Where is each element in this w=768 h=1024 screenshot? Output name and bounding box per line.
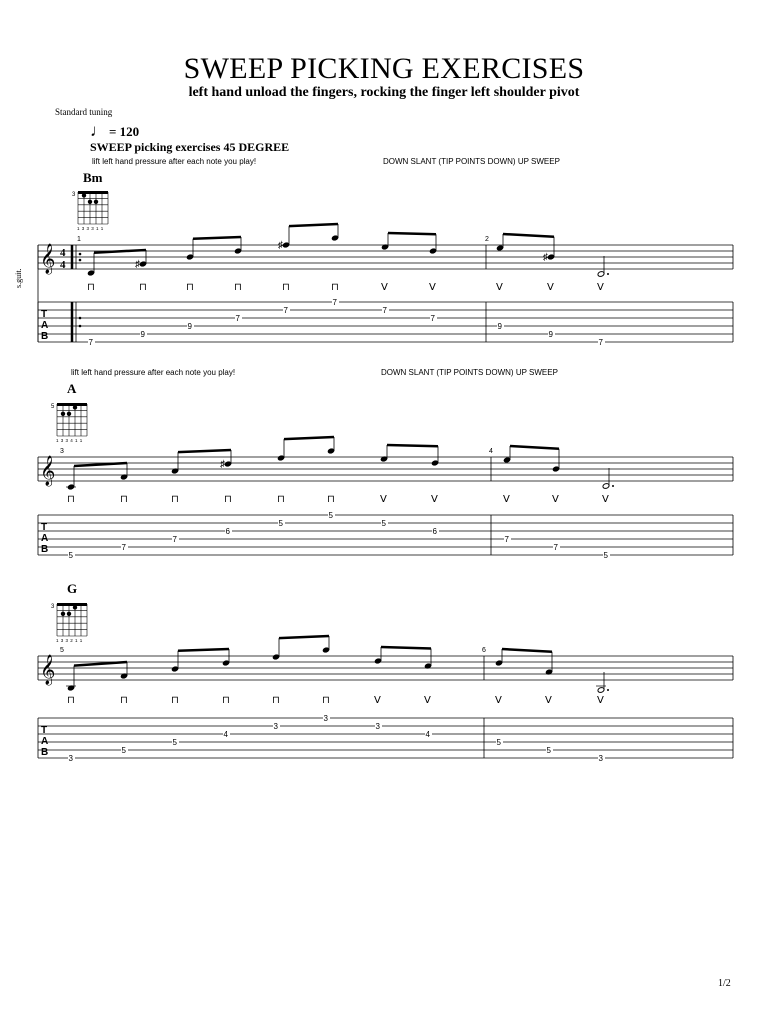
tab-number: 7 [172,535,177,544]
downstroke-icon: ⊓ [186,282,194,293]
note-beam [94,250,146,253]
chord-barre-top [78,191,108,194]
chord-fret-label: 3 [51,604,55,610]
repeat-dot [79,317,82,320]
upstroke-icon: V [380,494,387,505]
tab-clef-t: T [41,725,48,736]
chord-fret-label: 5 [51,404,55,410]
downstroke-icon: ⊓ [120,695,128,706]
tab-number: 3 [375,722,380,731]
page-number: 1/2 [718,978,731,989]
system-1-right-note: DOWN SLANT (TIP POINTS DOWN) UP SWEEP [383,157,560,166]
chord-fingering: 1 3 3 4 1 1 [56,438,83,443]
sharp-icon: ♯ [220,459,225,470]
augmentation-dot [612,485,614,487]
chord-fingering: 1 3 3 2 1 1 [56,638,83,643]
tab-number: 7 [235,314,240,323]
measure-number: 5 [60,647,64,654]
upstroke-icon: V [381,282,388,293]
note-beam [178,649,229,651]
system-2-right-note: DOWN SLANT (TIP POINTS DOWN) UP SWEEP [381,368,558,377]
sharp-icon: ♯ [278,240,283,251]
tab-clef-a: A [41,533,49,544]
augmentation-dot [607,273,609,275]
tab-number: 6 [432,527,437,536]
tab-number: 5 [603,551,608,560]
chord-fingering: 1 3 3 3 1 1 [77,226,104,231]
note-beam [178,450,231,452]
tab-number: 7 [430,314,435,323]
tab-number: 5 [546,746,551,755]
tab-number: 7 [121,543,126,552]
downstroke-icon: ⊓ [87,282,95,293]
treble-clef-icon: 𝄞 [40,456,56,486]
chord-barre-top [57,403,87,406]
chord-finger-dot [88,200,92,204]
note-beam [289,224,338,226]
note-beam [74,463,127,466]
note-beam [510,446,559,449]
measure-number: 4 [489,448,493,455]
repeat-dot [79,325,82,328]
note-beam [387,445,438,446]
tab-number: 7 [283,306,288,315]
tab-number: 5 [381,519,386,528]
tab-number: 5 [68,551,73,560]
chord-finger-dot [61,612,65,616]
note-beam [381,647,431,649]
chord-finger-dot [94,200,98,204]
page-title: SWEEP PICKING EXERCISES [183,52,585,85]
upstroke-icon: V [496,282,503,293]
note-beam [284,437,334,439]
tab-number: 3 [68,754,73,763]
tab-clef-b: B [41,331,49,342]
upstroke-icon: V [597,282,604,293]
measure-number: 2 [485,236,489,243]
downstroke-icon: ⊓ [277,494,285,505]
downstroke-icon: ⊓ [139,282,147,293]
downstroke-icon: ⊓ [67,494,75,505]
repeat-dot [79,253,82,256]
tab-number: 5 [172,738,177,747]
tab-number: 3 [273,722,278,731]
tab-clef-t: T [41,522,48,533]
tab-number: 7 [553,543,558,552]
tab-clef-t: T [41,309,48,320]
upstroke-icon: V [431,494,438,505]
page-subtitle: left hand unload the fingers, rocking the finger left shoulder pivot [188,85,580,100]
tab-clef-b: B [41,544,49,555]
tab-number: 6 [225,527,230,536]
note-beam [74,662,127,666]
tuning-label: Standard tuning [55,107,113,117]
augmentation-dot [607,689,609,691]
tab-number: 5 [496,738,501,747]
sharp-icon: ♯ [543,252,548,263]
downstroke-icon: ⊓ [67,695,75,706]
upstroke-icon: V [547,282,554,293]
note-beam [279,636,329,638]
tab-number: 3 [598,754,603,763]
system-1-chord-name: Bm [83,170,103,185]
upstroke-icon: V [429,282,436,293]
chord-barre-top [57,603,87,606]
tab-number: 9 [187,322,192,331]
downstroke-icon: ⊓ [327,494,335,505]
upstroke-icon: V [602,494,609,505]
upstroke-icon: V [424,695,431,706]
tab-number: 7 [382,306,387,315]
time-signature-bottom: 4 [60,259,66,271]
sharp-icon: ♯ [135,259,140,270]
tab-number: 7 [598,338,603,347]
tab-number: 9 [140,330,145,339]
upstroke-icon: V [545,695,552,706]
chord-finger-dot [61,412,65,416]
note-beam [193,237,241,239]
downstroke-icon: ⊓ [322,695,330,706]
system-2-chord-name: A [67,381,77,396]
repeat-dot [79,259,82,262]
note-beam [503,234,554,237]
tab-number: 7 [88,338,93,347]
chord-finger-dot [67,612,71,616]
tab-number: 4 [223,730,228,739]
time-signature-top: 4 [60,247,66,259]
downstroke-icon: ⊓ [272,695,280,706]
chord-finger-dot [73,405,77,409]
downstroke-icon: ⊓ [282,282,290,293]
chord-fret-label: 3 [72,192,76,198]
system-3-chord-name: G [67,581,78,596]
quarter-note-icon: ♩ [90,121,107,140]
upstroke-icon: V [374,695,381,706]
treble-clef-icon: 𝄞 [40,244,56,274]
downstroke-icon: ⊓ [120,494,128,505]
tempo-value: = 120 [109,124,140,139]
downstroke-icon: ⊓ [331,282,339,293]
instrument-label: s.guit. [14,268,23,288]
downstroke-icon: ⊓ [171,494,179,505]
measure-number: 1 [77,236,81,243]
tab-number: 4 [425,730,430,739]
upstroke-icon: V [597,695,604,706]
note-beam [502,649,552,652]
system-1-left-note: lift left hand pressure after each note you play! [92,157,257,166]
chord-finger-dot [73,605,77,609]
tab-clef-a: A [41,320,49,331]
tab-number: 9 [548,330,553,339]
downstroke-icon: ⊓ [224,494,232,505]
treble-clef-icon: 𝄞 [40,655,56,685]
note-beam [388,233,436,234]
measure-number: 6 [482,647,486,654]
downstroke-icon: ⊓ [234,282,242,293]
tab-number: 9 [497,322,502,331]
chord-finger-dot [67,412,71,416]
tab-number: 7 [504,535,509,544]
measure-number: 3 [60,448,64,455]
chord-finger-dot [82,193,86,197]
tab-number: 7 [332,298,337,307]
upstroke-icon: V [552,494,559,505]
tab-number: 5 [328,511,333,520]
section-heading: SWEEP picking exercises 45 DEGREE [90,140,290,154]
system-2-left-note: lift left hand pressure after each note you play! [71,368,236,377]
upstroke-icon: V [503,494,510,505]
tab-number: 5 [121,746,126,755]
tab-clef-a: A [41,736,49,747]
tab-clef-b: B [41,747,49,758]
downstroke-icon: ⊓ [171,695,179,706]
tab-number: 3 [323,714,328,723]
tab-number: 5 [278,519,283,528]
downstroke-icon: ⊓ [222,695,230,706]
upstroke-icon: V [495,695,502,706]
